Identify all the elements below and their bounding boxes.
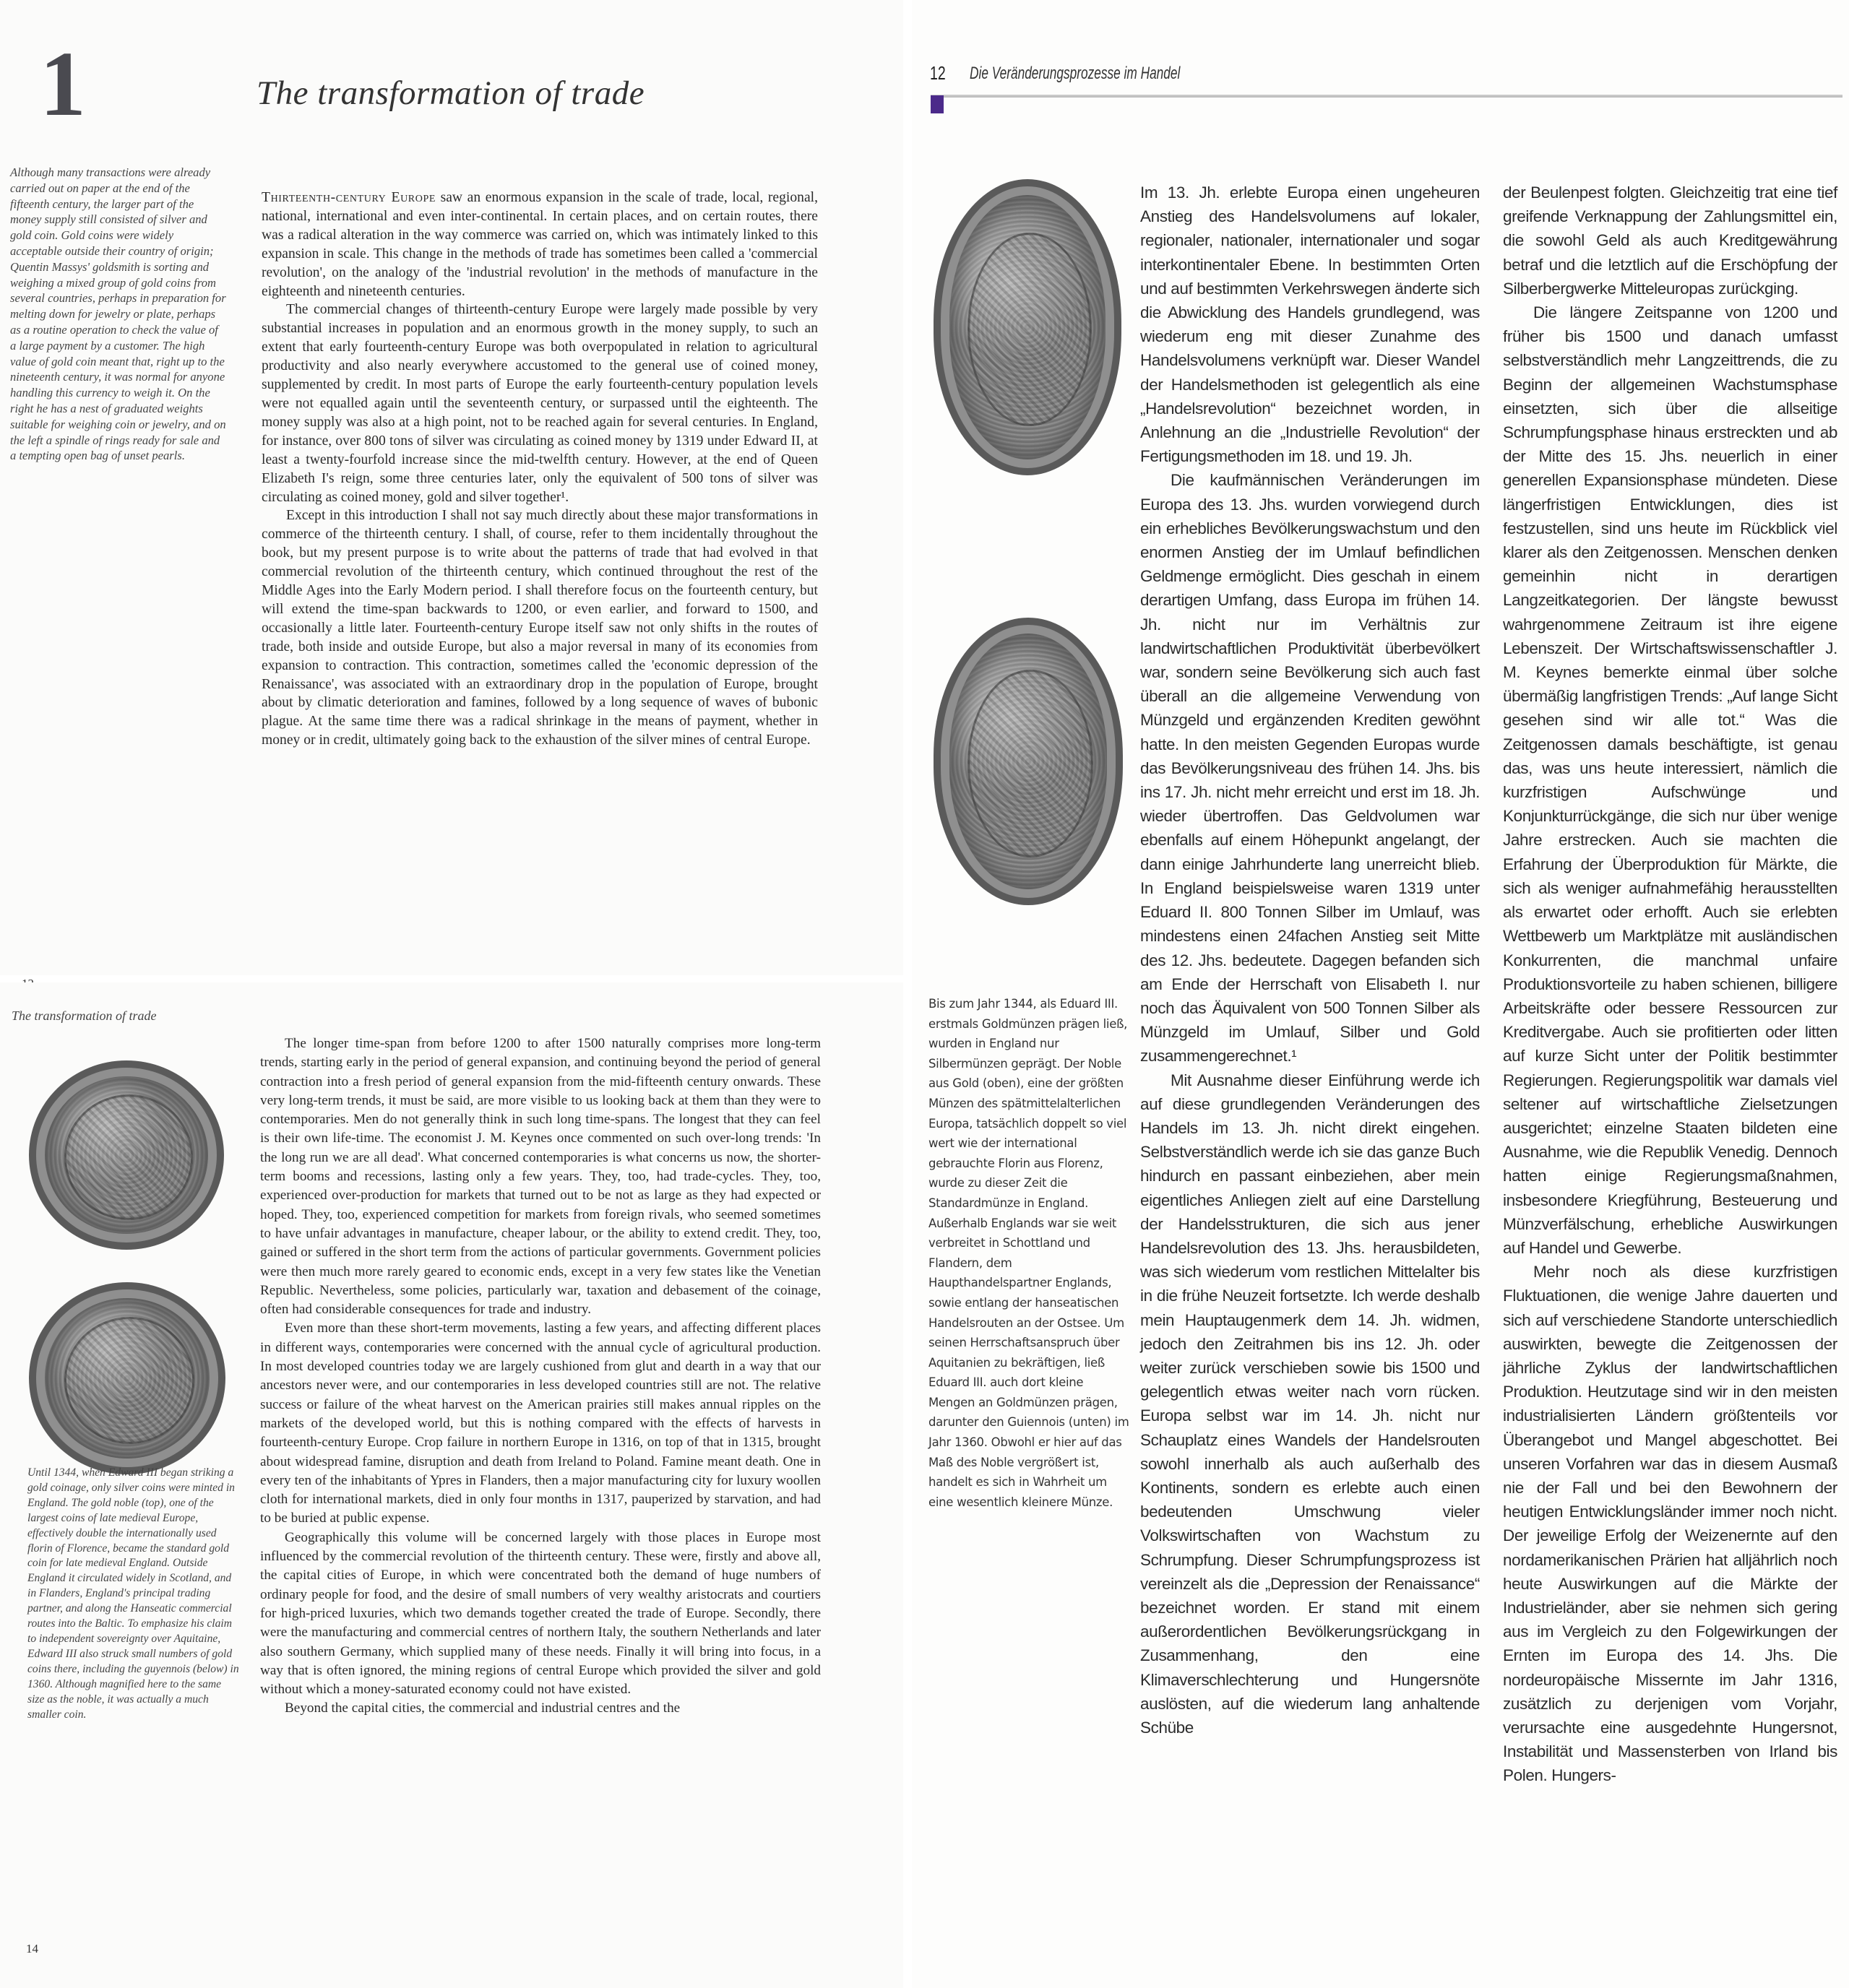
lead-in: Thirteenth-century Europe: [262, 190, 436, 205]
coin-relief: [967, 233, 1092, 426]
coin-relief: [967, 670, 1093, 858]
guiennois-coin-image: [934, 618, 1123, 905]
header-rule: [931, 95, 1842, 98]
paragraph: Even more than these short-term movements, lasting a few years, and affecting different places in different ways, contemporaries were concerned with the annual cycle of agricultural production. In most developed countries today we are largely cushioned from glut and dearth in a way that our ancestors never were, and our contemporaries in less developed countries still are not. The relative success or failure of the wheat harvest on the American prairies still makes annual ripples on the markets of the developed world, but this is nothing compared with the effects of harvests in fourteenth-century Europe. Crop failure in northern Europe in 1316, on top of that in 1315, brought about widespread famine, disruption and death from Ireland to Poland. Famine meant death. One in every ten of the inhabitants of Ypres in Flanders, then a major manufacturing city for luxury woollen cloth for international markets, died in only four months in 1317, pauperized by starvation, and had to be buried at public expense.: [260, 1321, 821, 1526]
noble-coin-image: [934, 179, 1121, 475]
page-number-14: 14: [26, 1942, 38, 1955]
german-running-head: Die Veränderungsprozesse im Handel: [970, 64, 1181, 83]
side-caption-text: Although many transactions were already carried out on paper at the end of the fifteenth century, the larger part of the money supply still consisted of silver and gold coin. Gold coins were widely acceptable outside their country of origin; Quentin Massys' goldsmith is sorting and weighing a mixed group of gold coins from several countries, perhaps in preparation for melting down for jewelry or plate, perhaps as a routine operation to check the value of a large payment by a customer. The high value of gold coin meant that, right up to the nineteenth century, it was normal for anyone handling this currency to weigh it. On the right he has a nest of graduated weights suitable for weighing coin or jewelry, and on the left a spindle of rings ready for sale and a tempting open bag of unset pearls.: [10, 165, 226, 463]
running-head: The transformation of trade: [12, 1008, 157, 1023]
chapter-number: 1: [40, 33, 86, 135]
guyennois-coin-image: [29, 1282, 225, 1474]
german-page-number: 12: [930, 62, 946, 84]
paragraph: der Beulenpest folgten. Gleichzeitig trat eine tief greifende Verknappung der Zahlungsmittel ein, die sowohl Geld als auch Kreditgewährung betraf und die letztlich auf die Erschöpfung der Silberbergwerke Mitteleuropas zurückging.: [1503, 183, 1837, 298]
coin-relief: [64, 1094, 194, 1220]
header-accent-marker: [931, 95, 944, 113]
english-side-caption-bottom: [27, 1466, 241, 1722]
chapter-title: The transformation of trade: [257, 74, 645, 112]
german-column-1: [1140, 181, 1480, 1739]
english-side-caption-top: [10, 165, 227, 464]
paragraph: Im 13. Jh. erlebte Europa einen ungeheuren Anstieg des Handelsvolumens auf lokaler, regionaler, nationaler, internationaler und sogar interkontinentaler Ebene. In bestimmten Orten und auf bestimmten Verkehrswegen änderte sich die Abwicklung des Handels grundlegend, was wiederum eng mit dieser Zunahme des Handelsvolumens verknüpft war. Dieser Wandel der Handelsmethoden ist gelegentlich als eine „Handelsrevolution“ bezeichnet worden, in Anlehnung an die „Industrielle Revolution“ der Fertigungsmethoden im 18. und 19. Jh.: [1140, 183, 1480, 466]
paragraph: Beyond the capital cities, the commercial and industrial centres and the: [285, 1700, 681, 1716]
side-caption-text: Until 1344, when Edward III began striking a gold coinage, only silver coins were minted in England. The gold noble (top), one of the largest coins of late medieval Europe, effectively double the internationally used florin of Florence, became the standard gold coin for late medieval England. Outside England it circulated widely in Scotland, and in Flanders, England's principal trading partner, and along the Hanseatic commercial routes into the Baltic. To emphasize his claim to independent sovereignty over Aquitaine, Edward III also struck small numbers of gold coins there, including the guyennois (below) in 1360. Although magnified here to the same size as the noble, it was actually a much smaller coin.: [27, 1466, 239, 1721]
german-image-caption: [928, 994, 1131, 1512]
paragraph: Die längere Zeitspanne von 1200 und früher bis 1500 und danach umfasst selbstverständlich mehr Langzeittrends, die zu Beginn der allgemeinen Wachstumsphase einsetzten, sich über die allseitige Schrumpfungsphase hinaus erstreckten und ab der Mitte des 15. Jhs. neuerlich in einer generellen Expansionsphase mündeten. Diese längerfristigen Entwicklungen, dies ist festzustellen, sind uns heute im Rückblick viel klarer als den Zeitgenossen. Menschen denken gemeinhin nicht in derartigen Langzeitkategorien. Der längste bewusst wahrgenommene Zeitraum ist ihre eigene Lebenszeit. Der Wirtschaftswissenschaftler J. M. Keynes bemerkte einmal über solche übermäßig langfristigen Trends: „Auf lange Sicht gesehen sind wir alle tot.“ Was die Zeitgenossen damals beschäftigte, ist genau das, was uns heute interessiert, nämlich die kurzfristigen Aufschwünge und Konjunkturrückgänge, die sich nur über wenige Jahre erstrecken. Auch sie machten die Erfahrung der Überproduktion für Märkte, die sich als weniger aufnahmefähig herausstellten als erwartet oder erhofft. Auch sie erlebten Wettbewerb um Marktplätze mit ausländischen Konkurrenten, die manchmal unfaire Produktionsvorteile zu haben schienen, billigere Arbeitskräfte oder bessere Ressourcen zur Kreditvergabe. Auch sie profitierten oder litten auf kurze Sicht unter der Politik bestimmter Regierungen. Regierungspolitik war damals viel seltener auf wirtschaftliche Zielsetzungen ausgerichtet; einzelne Staaten bildeten eine Ausnahme, wie die Republik Venedig. Dennoch hatten einige Regierungsmaßnahmen, insbesondere Kriegführung, Besteuerung und Münzverfälschung, erhebliche Auswirkungen auf Handel und Gewerbe.: [1503, 303, 1837, 1257]
paragraph: The longer time-span from before 1200 to after 1500 naturally comprises more long-term trends, starting early in the period of general expansion, and continuing beyond the period of general contraction into a fresh period of general expansion from the mid-fifteenth century onwards. These very long-term trends, it must be said, are more visible to us looking back at them than they were to contemporaries. Men do not generally think in such long time-spans. The longest that they can feel is their own life-time. The economist J. M. Keynes once commented on such over-long trends: 'In the long run we are all dead'. What concerned contemporaries is what concerns us now, the shorter-term booms and recessions, lasting only a few years. They, too, had trade-cycles. They, too, experienced over-production for markets that turned out to be not as large as they had expected or hoped. They, too, experienced competition for markets from foreign rivals, who seemed sometimes to have unfair advantages in manufacture, cheaper labour, or the ability to extend credit. They, too, gained or suffered in the short term from the actions of particular governments. Government policies were then much more rarely geared to economic ends, except in a very few states like the Venetian Republic. Nevertheless, some policies, particularly war, taxation and debasement of the coinage, often had considerable consequences for trade and industry.: [260, 1036, 821, 1318]
paragraph: Except in this introduction I shall not say much directly about these major transformations in commerce of the thirteenth century. I shall, of course, refer to them incidentally throughout the book, but my present purpose is to write about the patterns of trade that had evolved in that commercial revolution of the thirteenth century, which continued throughout the rest of the Middle Ages into the Early Modern period. I shall therefore focus on the fourteenth century, but will extend the time-span backwards to 1200, or even earlier, and forward to 1500, and occasionally a little later. Fourteenth-century Europe itself saw not only shifts in the routes of trade, both inside and outside Europe, but also a major reversal in many of its economies from expansion to contraction. This contraction, sometimes called the 'economic depression of the Renaissance', was associated with an extraordinary drop in the population of Europe, brought about by climatic deterioration and famines, followed by a long sequence of waves of bubonic plague. At the same time there was a radical shrinkage in the means of payment, whether in money or in credit, ultimately going back to the exhaustion of the silver mines of central Europe.: [262, 508, 818, 748]
paragraph: Thirteenth-century Europe saw an enormous expansion in the scale of trade, local, regional, national, international and even inter-continental. In certain places, and on certain routes, there was a radical alteration in the way commerce was carried on, which was intimately linked to this expansion in scale. This change in the methods of trade has sometimes been called a 'commercial revolution', on the analogy of the 'industrial revolution' in the methods of manufacture in the eighteenth and nineteenth centuries.: [262, 190, 819, 299]
german-column-2: [1503, 181, 1837, 1788]
paragraph: The commercial changes of thirteenth-century Europe were largely made possible by very substantial increases in population and an enormous growth in the money supply, to such an extent that early fourteenth-century Europe was both overpopulated in relation to agricultural productivity and also nearly everywhere accustomed to the general use of coined money, supplemented by credit. In most parts of Europe the early fourteenth-century population levels were not equalled again until the seventeenth century, or surpassed until the eighteenth. The money supply was also at a high point, not to be reached again for several centuries. In England, for instance, over 800 tons of silver was circulating as coined money by 1319 under Edward II, at least a twenty-fourfold increase since the mid-twelfth century. However, at the end of Queen Elizabeth I's reign, some three centuries later, only the equivalent of 500 tons of silver was circulating as coined money, gold and silver together¹.: [262, 302, 818, 505]
gold-noble-coin-image: [29, 1060, 224, 1250]
caption-text: Bis zum Jahr 1344, als Eduard III. erstmals Goldmünzen prägen ließ, wurden in England nur Silbermünzen geprägt. Der Noble aus Gold (oben), eine der größten Münzen des spätmittelalterlichen Europa, tatsächlich doppelt so viel wert wie der international gebrauchte Florin aus Florenz, wurde zu dieser Zeit die Standardmünze in England. Außerhalb Englands war sie weit verbreitet in Schottland und Flandern, dem Haupthandelspartner Englands, sowie entlang der hanseatischen Handelsrouten an der Ostsee. Um seinen Herrschaftsanspruch über Aquitanien zu bekräftigen, ließ Eduard III. auch dort kleine Mengen an Goldmünzen prägen, darunter den Guiennois (unten) im Jahr 1360. Obwohl er hier auf das Maß des Noble vergrößert ist, handelt es sich in Wahrheit um eine wesentlich kleinere Münze.: [928, 997, 1129, 1509]
paragraph: Mit Ausnahme dieser Einführung werde ich auf diese grundlegenden Veränderungen des Handels im 13. Jh. nicht direkt eingehen. Selbstverständlich werde ich sie das ganze Buch hindurch en passant einbeziehen, aber mein eigentliches Anliegen zielt auf eine Darstellung der Handelsstrukturen, die sich aus jener Handelsrevolution des 13. Jhs. herausbildeten, was sich wiederum vom restlichen Mittelalter bis in die frühe Neuzeit fortsetzte. Ich werde deshalb mein Hauptaugenmerk dem 14. Jh. widmen, jedoch den Zeitrahmen bis ins 12. Jh. oder weiter zurück verschieben sowie bis 1500 und gelegentlich etwas weiter nach vorn rücken. Europa selbst war im 14. Jh. nicht nur Schauplatz eines Wandels der Handelsrouten sowohl innerhalb als auch außerhalb des Kontinents, sondern es erlebte auch einen bedeutenden Umschwung vieler Volkswirtschaften von Wachstum zu Schrumpfung. Dieser Schrumpfungsprozess ist vereinzelt als die „Depression der Renaissance“ bezeichnet worden. Er stand mit einem außerordentlichen Bevölkerungsrückgang in Zusammenhang, den eine Klimaverschlechterung und Hungersnöte auslösten, auf die wiederum lang anhaltende Schübe: [1140, 1071, 1480, 1737]
english-body-top: [262, 189, 818, 750]
coin-relief: [64, 1317, 194, 1444]
paragraph: Geographically this volume will be concerned largely with those places in Europe most influenced by the commercial revolution of the thirteenth century. These were, firstly and above all, the capital cities of Europe, in which were concentrated both the demand of huge numbers of ordinary people for food, and the desire of small numbers of very wealthy aristocrats and courtiers for high-priced luxuries, which two demands together created the trade of Europe. Secondly, there were the manufacturing and commercial centres of northern Italy, the southern Netherlands and later also southern Germany, which supplied many of these needs. Finally it will bring into focus, in a way that is often ignored, the mining regions of central Europe which provided the silver and gold without which a money-saturated economy could not have existed.: [260, 1529, 821, 1698]
paragraph: Mehr noch als diese kurzfristigen Fluktuationen, die wenige Jahre dauerten und sich auf verschiedene Standorte unterschiedlich auswirkten, bewegte die Zeitgenossen der jährliche Zyklus der landwirtschaftlichen Produktion. Heutzutage sind wir in den meisten industrialisierten Ländern größtenteils vor Überangebot und Mangel abgeschottet. Bei unseren Vorfahren war das in diesem Ausmaß nie der Fall und bei den Bewohnern der heutigen Entwicklungsländer immer noch nicht. Der jeweilige Erfolg der Weizenernte auf den nordamerikanischen Prärien hat alljährlich noch heute Auswirkungen auf die Märkte der Industrieländer, aber sie nehmen sich gering aus im Vergleich zu den Folgewirkungen der Ernten im Europa des 14. Jhs. Die nordeuropäische Missernte im Jahr 1316, zusätzlich zu derjenigen vom Vorjahr, verursachte eine ausgedehnte Hungersnot, Instabilität und Massensterben von Irland bis Polen. Hungers-: [1503, 1263, 1837, 1785]
paragraph: Die kaufmännischen Veränderungen im Europa des 13. Jhs. wurden vorwiegend durch ein erhebliches Bevölkerungswachstum und den enormen Anstieg der im Umlauf befindlichen Geldmenge ermöglicht. Dies geschah in einem derartigen Umfang, dass Europa im frühen 14. Jh. nicht nur im Verhältnis zur landwirtschaftlichen Produktivität überbevölkert war, sondern seine Bevölkerung sich auch fast überall an die allgemeine Verwendung von Münzgeld und ergänzenden Krediten gewöhnt hatte. In den meisten Gegenden Europas wurde das Bevölkerungsniveau des frühen 14. Jhs. bis ins 17. Jh. nicht mehr erreicht und erst im 18. Jh. wieder übertroffen. Das Geldvolumen war ebenfalls auf einem Höhepunkt angelangt, der dann einige Jahrhunderte lang unerreicht blieb. In England beispielsweise waren 1319 unter Eduard II. 800 Tonnen Silber im Umlauf, was mindestens einen 24fachen Anstieg seit Mitte des 12. Jhs. bedeutete. Dagegen befanden sich am Ende der Herrschaft von Elisabeth I. nur noch das Äquivalent von 500 Tonnen Silber als Münzgeld im Umlauf, Silber und Gold zusammengerechnet.¹: [1140, 471, 1480, 1066]
english-body-bottom: [260, 1034, 821, 1719]
